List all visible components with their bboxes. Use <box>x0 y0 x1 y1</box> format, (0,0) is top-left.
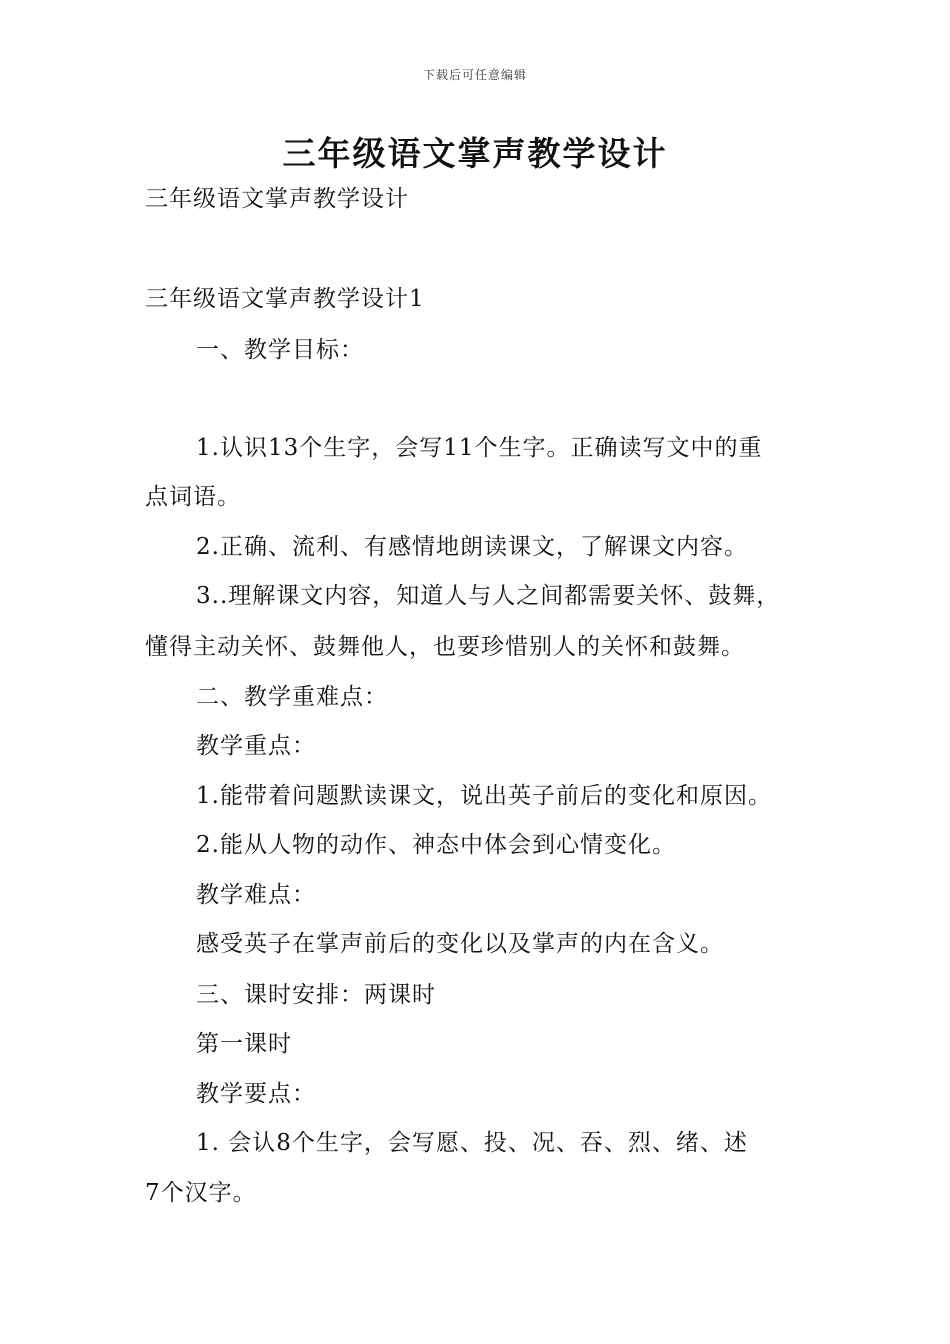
document-subtitle: 三年级语文掌声教学设计 <box>145 186 409 212</box>
paragraph-line: 1.认识13个生字，会写11个生字。正确读写文中的重 <box>196 435 763 461</box>
paragraph-line: 一、教学目标： <box>196 337 364 363</box>
paragraph-line: 1. 会认8个生字，会写愿、投、况、吞、烈、绪、述 <box>196 1130 748 1156</box>
page-header-note: 下载后可任意编辑 <box>422 68 527 82</box>
paragraph-line: 教学要点： <box>196 1081 316 1107</box>
paragraph-line: 2.正确、流利、有感情地朗读课文，了解课文内容。 <box>196 534 748 560</box>
paragraph-line: 二、教学重难点： <box>196 684 388 710</box>
paragraph-line: 教学难点： <box>196 882 316 908</box>
paragraph-line: 2.能从人物的动作、神态中体会到心情变化。 <box>196 832 676 858</box>
paragraph-line: 1.能带着问题默读课文，说出英子前后的变化和原因。 <box>196 783 772 809</box>
paragraph-line: 点词语。 <box>145 484 241 510</box>
paragraph-line: 第一课时 <box>196 1031 292 1057</box>
paragraph-line: 三、课时安排：两课时 <box>196 982 436 1008</box>
document-title: 三年级语文掌声教学设计 <box>282 134 668 173</box>
paragraph-line: 7个汉字。 <box>145 1180 257 1206</box>
paragraph-line: 懂得主动关怀、鼓舞他人，也要珍惜别人的关怀和鼓舞。 <box>145 634 745 660</box>
paragraph-line: 感受英子在掌声前后的变化以及掌声的内在含义。 <box>196 931 724 957</box>
paragraph-line: 教学重点： <box>196 733 316 759</box>
paragraph-line: 3..理解课文内容，知道人与人之间都需要关怀、鼓舞， <box>196 583 781 609</box>
section-heading: 三年级语文掌声教学设计1 <box>145 286 425 312</box>
